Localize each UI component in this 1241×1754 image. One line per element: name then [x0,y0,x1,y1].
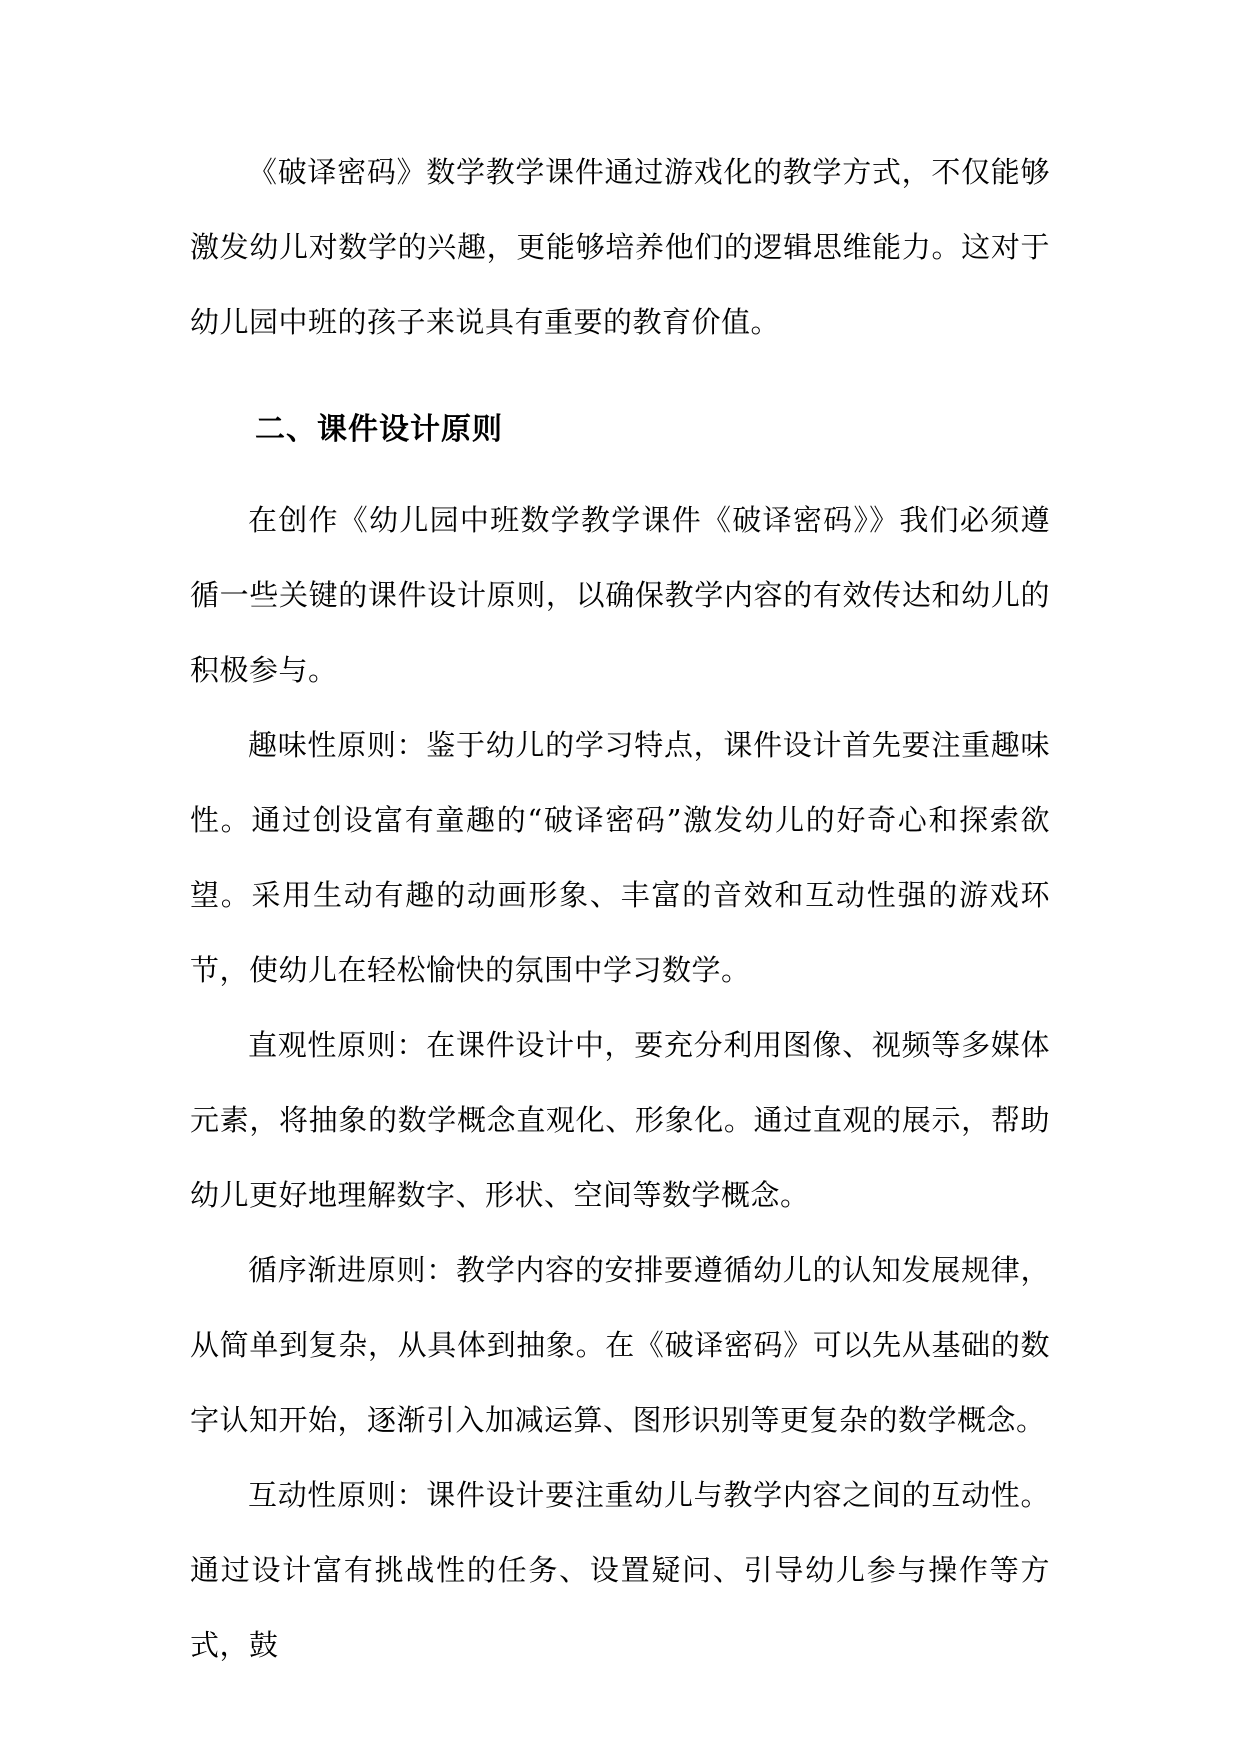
paragraph-interactive-principle [190,1458,1050,1683]
paragraph-progressive-principle [190,1233,1050,1458]
section-heading: 二、课件设计原则 [255,412,503,447]
paragraph-fun-principle [190,708,1050,1008]
paragraph-text: 趣味性原则：鉴于幼儿的学习特点，课件设计首先要注重趣味性。通过创设富有童趣的“破译密码”激发幼儿的好奇心和探索欲望。采用生动有趣的动画形象、丰富的音效和互动性强的游戏环节，使幼儿在轻松愉快的氛围中学习数学。 [190,728,1050,987]
paragraph-text: 直观性原则：在课件设计中，要充分利用图像、视频等多媒体元素，将抽象的数学概念直观化、形象化。通过直观的展示，帮助幼儿更好地理解数字、形状、空间等数学概念。 [190,1028,1050,1212]
paragraph-intuitive-principle [190,1008,1050,1233]
paragraph-text: 互动性原则：课件设计要注重幼儿与教学内容之间的互动性。通过设计富有挑战性的任务、设置疑问、引导幼儿参与操作等方式，鼓 [190,1478,1050,1662]
paragraph-text: 在创作《幼儿园中班数学教学课件《破译密码》》我们必须遵循一些关键的课件设计原则，以确保教学内容的有效传达和幼儿的积极参与。 [190,503,1050,687]
paragraph-intro [190,135,1050,360]
paragraph-design-principles-intro [190,483,1050,708]
paragraph-text: 循序渐进原则：教学内容的安排要遵循幼儿的认知发展规律，从简单到复杂，从具体到抽象。在《破译密码》可以先从基础的数字认知开始，逐渐引入加减运算、图形识别等更复杂的数学概念。 [190,1253,1050,1437]
paragraph-text: 《破译密码》数学教学课件通过游戏化的教学方式，不仅能够激发幼儿对数学的兴趣，更能够培养他们的逻辑思维能力。这对于幼儿园中班的孩子来说具有重要的教育价值。 [190,155,1050,339]
